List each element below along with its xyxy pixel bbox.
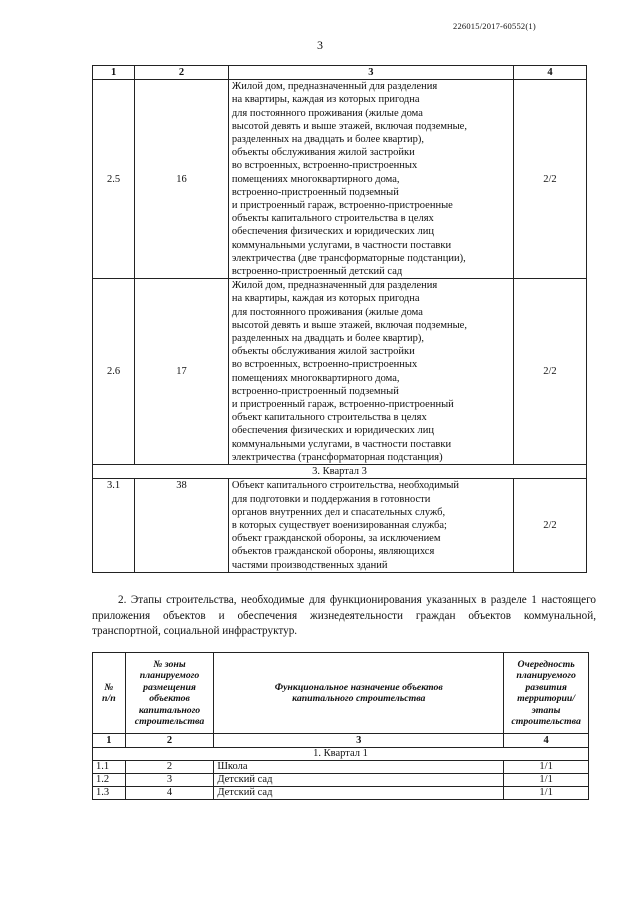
stage-value: 1/1 <box>504 761 589 774</box>
construction-stages-table <box>92 652 589 800</box>
row-number: 2.6 <box>93 279 135 465</box>
zone-number: 17 <box>135 279 229 465</box>
column-number: 3 <box>214 734 504 748</box>
column-number: 4 <box>504 734 589 748</box>
column-number: 4 <box>513 66 586 80</box>
table-column-numbers <box>93 66 587 80</box>
object-description: Жилой дом, предназначенный для разделения на квартиры, каждая из которых пригодна для постоянного проживания (жилые дома высотой девять и выше этажей, включая подземные, разделенных на двадцать и более квартир), объекты обслуживания жилой застройки во встроенных, встроенно-пристроенных помещениях многоквартирного дома, встроенно-пристроенный подземный и пристроенный гараж, встроенно-пристроенные объекты капитального строительства в целях обеспечения физических и юридических лиц коммунальными услугами, в частности поставки электричества (две трансформаторные подстанции), встроенно-пристроенный детский сад <box>228 80 513 279</box>
object-description: Объект капитального строительства, необходимый для подготовки и поддержания в готовности органов внутренних дел и спасательных служб, в которых существует военизированная служба; объект гражданской обороны, за исключением объектов гражданской обороны, являющихся частями производственных зданий <box>228 479 513 572</box>
column-number: 2 <box>125 734 214 748</box>
row-number: 1.2 <box>93 774 126 787</box>
column-number: 3 <box>228 66 513 80</box>
table-row <box>93 80 587 279</box>
quarter-heading: 3. Квартал 3 <box>93 465 587 479</box>
zone-number: 2 <box>125 761 214 774</box>
section-2-paragraph <box>92 593 596 640</box>
header-function: Функциональное назначение объектов капитального строительства <box>214 653 504 734</box>
header-zone: № зоны планируемого размещения объектов капитального строительства <box>125 653 214 734</box>
object-description: Школа <box>214 761 504 774</box>
table-row <box>93 787 589 800</box>
column-number: 1 <box>93 66 135 80</box>
table-row <box>93 774 589 787</box>
objects-table-continued <box>92 65 587 573</box>
table-header-row <box>93 653 589 734</box>
column-number: 1 <box>93 734 126 748</box>
table-row <box>93 279 587 465</box>
stage-value: 2/2 <box>513 479 586 572</box>
header-number: № п/п <box>93 653 126 734</box>
quarter-row <box>93 748 589 761</box>
table-column-numbers <box>93 734 589 748</box>
row-number: 3.1 <box>93 479 135 572</box>
stage-value: 2/2 <box>513 80 586 279</box>
object-description: Жилой дом, предназначенный для разделения на квартиры, каждая из которых пригодна для постоянного проживания (жилые дома высотой девять и выше этажей, включая подземные, разделенных на двадцать и более квартир), объекты обслуживания жилой застройки во встроенных, встроенно-пристроенных помещениях многоквартирного дома, встроенно-пристроенный подземный и пристроенный гараж, встроенно-пристроенный объект капитального строительства в целях обеспечения физических и юридических лиц коммунальными услугами, в частности поставки электричества (трансформаторная подстанция) <box>228 279 513 465</box>
quarter-heading: 1. Квартал 1 <box>93 748 589 761</box>
table-row <box>93 479 587 572</box>
stage-value: 1/1 <box>504 787 589 800</box>
zone-number: 4 <box>125 787 214 800</box>
table-row <box>93 761 589 774</box>
zone-number: 16 <box>135 80 229 279</box>
column-number: 2 <box>135 66 229 80</box>
stage-value: 2/2 <box>513 279 586 465</box>
header-stage: Очередность планируемого развития территории/этапы строительства <box>504 653 589 734</box>
paragraph-text: 2. Этапы строительства, необходимые для функционирования указанных в разделе 1 настоящего приложения объектов и обеспечения жизнедеятельности граждан объектов коммунальной, транспортной, социальной инфраструктур. <box>92 594 596 637</box>
object-description: Детский сад <box>214 787 504 800</box>
zone-number: 3 <box>125 774 214 787</box>
quarter-row <box>93 465 587 479</box>
page-number: 3 <box>317 38 323 52</box>
zone-number: 38 <box>135 479 229 572</box>
stage-value: 1/1 <box>504 774 589 787</box>
document-number: 226015/2017-60552(1) <box>453 21 536 31</box>
object-description: Детский сад <box>214 774 504 787</box>
row-number: 2.5 <box>93 80 135 279</box>
row-number: 1.3 <box>93 787 126 800</box>
row-number: 1.1 <box>93 761 126 774</box>
